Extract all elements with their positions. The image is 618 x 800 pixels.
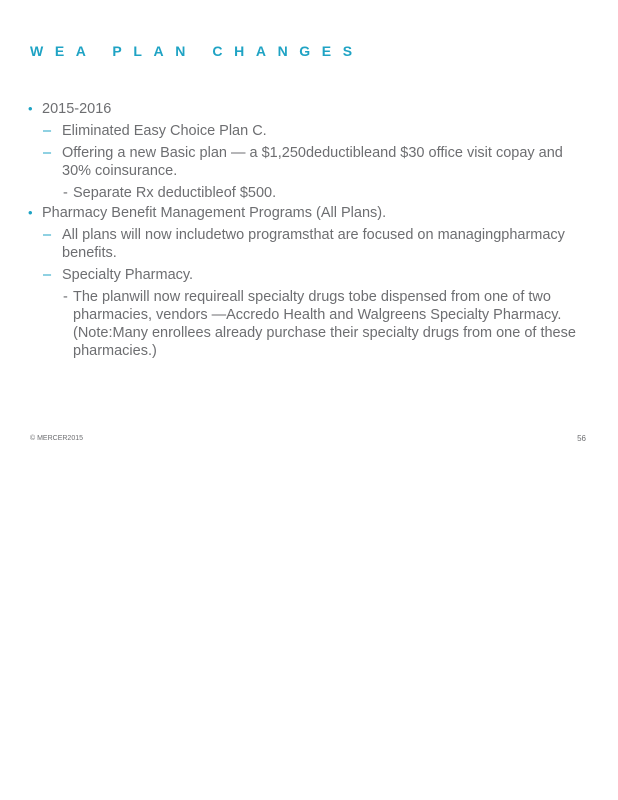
subsubbullet-rx-deductible [63, 184, 592, 202]
dash-marker: – [43, 267, 52, 283]
subbullet-text: All plans will now includetwo programsthat are focused on managingpharmacy benefits. [62, 227, 565, 261]
bullet-marker: • [28, 101, 33, 116]
subbullet-text: Offering a new Basic plan — a $1,250deductibleand $30 office visit copay and 30% coinsurance. [62, 145, 563, 179]
page-number: 56 [577, 434, 586, 443]
bullet-text: 2015-2016 [42, 101, 112, 117]
copyright-notice: © MERCER2015 [30, 435, 84, 442]
subbullet-specialty-pharmacy [43, 266, 578, 284]
subbullet-text: Eliminated Easy Choice Plan C. [62, 123, 267, 139]
subsubbullet-text: Separate Rx deductibleof $500. [73, 185, 277, 201]
bullet-pharmacy-benefit [28, 204, 588, 222]
subbullet-two-programs [43, 226, 578, 262]
bullet-text: Pharmacy Benefit Management Programs (All Plans). [42, 205, 387, 221]
subbullet-text: Specialty Pharmacy. [62, 267, 194, 283]
subsubbullet-specialty-drugs [63, 288, 592, 360]
dash-marker: – [43, 123, 52, 139]
bullet-2015-2016 [28, 100, 588, 118]
dash-marker: – [43, 227, 52, 243]
subbullet-eliminated-plan-c [43, 122, 578, 140]
bullet-marker: • [28, 205, 33, 220]
subbullet-basic-plan [43, 144, 578, 180]
slide-body [0, 98, 618, 360]
subsubbullet-text: The planwill now requireall specialty drugs tobe dispensed from one of two pharmacies, vendors —Accredo Health and Walgreens Specialty Pharmacy. (Note:Many enrollees already purchase their specialty drugs from one of these pharmacies.) [73, 289, 576, 359]
hyphen-marker: - [63, 289, 68, 305]
slide-title: WEA PLAN CHANGES [30, 43, 364, 59]
hyphen-marker: - [63, 185, 68, 201]
dash-marker: – [43, 145, 52, 161]
